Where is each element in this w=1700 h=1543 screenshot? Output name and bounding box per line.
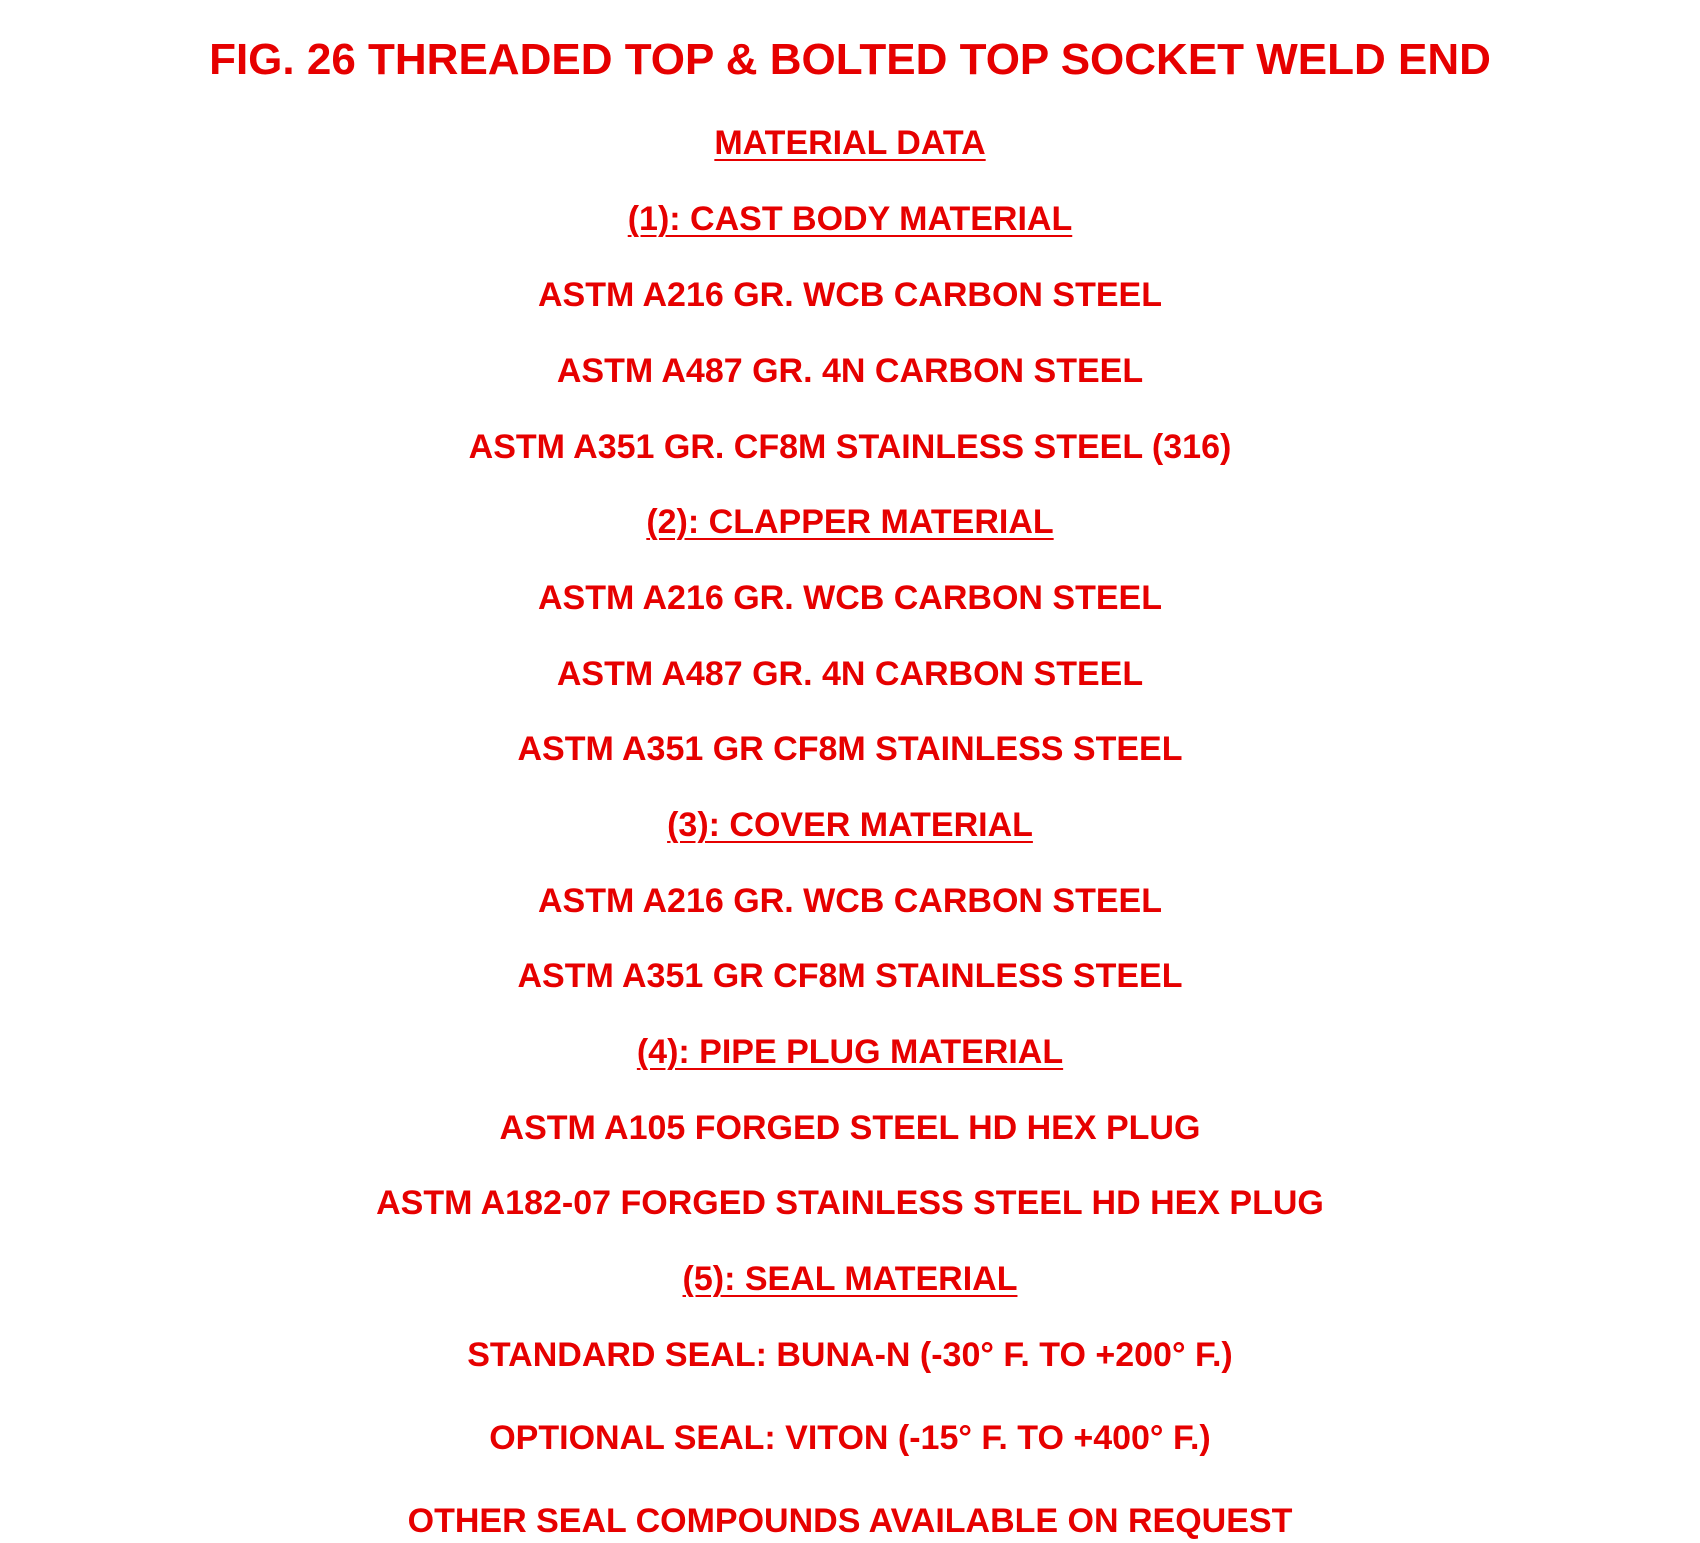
material-data-heading bbox=[0, 126, 1700, 160]
material-item: ASTM A105 FORGED STEEL HD HEX PLUG bbox=[499, 1109, 1201, 1147]
section-heading-cover bbox=[0, 808, 1700, 842]
material-item: ASTM A351 GR CF8M STAINLESS STEEL bbox=[517, 730, 1183, 768]
section-heading-text: (5): SEAL MATERIAL bbox=[682, 1260, 1018, 1298]
section-heading-text: (2): CLAPPER MATERIAL bbox=[646, 503, 1054, 541]
section-heading-text: (3): COVER MATERIAL bbox=[667, 806, 1033, 844]
section-heading-text: (1): CAST BODY MATERIAL bbox=[627, 200, 1073, 238]
material-item: ASTM A216 GR. WCB CARBON STEEL bbox=[537, 579, 1162, 617]
material-item: STANDARD SEAL: BUNA-N (-30° F. TO +200° F.) bbox=[467, 1336, 1233, 1374]
material-item: ASTM A351 GR. CF8M STAINLESS STEEL (316) bbox=[468, 428, 1232, 466]
material-item: ASTM A216 GR. WCB CARBON STEEL bbox=[537, 882, 1162, 920]
section-heading-clapper bbox=[0, 505, 1700, 539]
material-item: ASTM A487 GR. 4N CARBON STEEL bbox=[556, 655, 1144, 693]
material-data-heading-text: MATERIAL DATA bbox=[714, 124, 986, 162]
document-title: FIG. 26 THREADED TOP & BOLTED TOP SOCKET WELD END bbox=[209, 35, 1491, 84]
section-heading-text: (4): PIPE PLUG MATERIAL bbox=[636, 1033, 1064, 1071]
material-item: ASTM A216 GR. WCB CARBON STEEL bbox=[537, 276, 1162, 314]
section-heading-pipe-plug bbox=[0, 1035, 1700, 1069]
section-heading-seal bbox=[0, 1262, 1700, 1296]
material-item: ASTM A182-07 FORGED STAINLESS STEEL HD HEX PLUG bbox=[376, 1184, 1324, 1222]
material-item: OPTIONAL SEAL: VITON (-15° F. TO +400° F.) bbox=[489, 1419, 1211, 1457]
material-item: OTHER SEAL COMPOUNDS AVAILABLE ON REQUEST bbox=[407, 1502, 1293, 1540]
section-heading-cast-body bbox=[0, 202, 1700, 236]
material-item: ASTM A487 GR. 4N CARBON STEEL bbox=[556, 352, 1144, 390]
material-item: ASTM A351 GR CF8M STAINLESS STEEL bbox=[517, 957, 1183, 995]
